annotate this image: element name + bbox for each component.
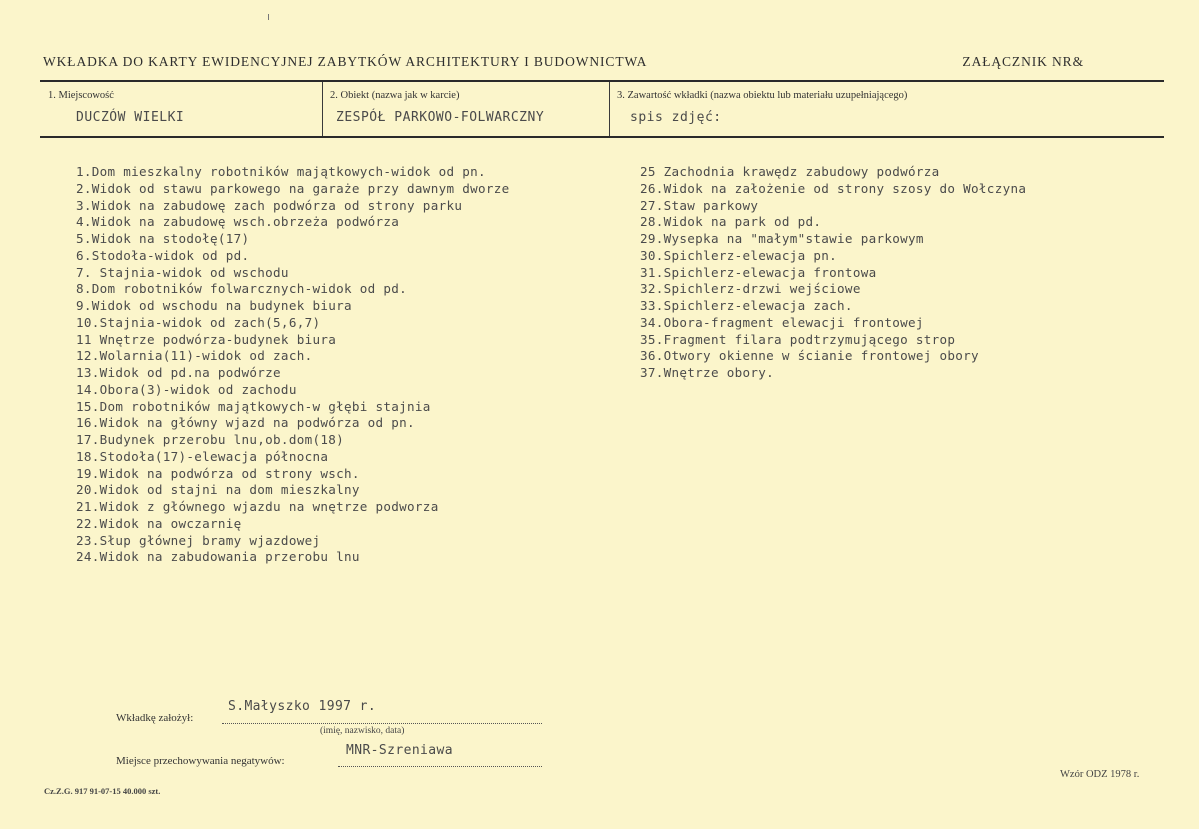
author-label: Wkładkę założył: xyxy=(116,712,194,724)
list-item: 26.Widok na założenie od strony szosy do Wołczyna xyxy=(640,180,1027,196)
list-item: 29.Wysepka na "małym"stawie parkowym xyxy=(640,231,924,246)
list-item: 14.Obora(3)-widok od zachodu xyxy=(76,381,297,397)
list-item: 27.Staw parkowy xyxy=(640,197,759,213)
header-rule-bottom xyxy=(40,136,1164,138)
list-item: 9.Widok od wschodu na budynek biura xyxy=(76,298,352,313)
field-contents-label: 3. Zawartość wkładki (nazwa obiektu lub materiału uzupełniającego) xyxy=(617,90,908,101)
author-value: S.Małyszko 1997 r. xyxy=(228,699,377,714)
list-item: 1.Dom mieszkalny robotników majątkowych-widok od pn. xyxy=(76,164,486,179)
list-item: 8.Dom robotników folwarcznych-widok od pd. xyxy=(76,281,408,297)
photo-list-right xyxy=(640,164,1026,382)
field-object-label: 2. Obiekt (nazwa jak w karcie) xyxy=(330,90,460,101)
photo-list-left xyxy=(76,164,510,566)
list-item: 4.Widok na zabudowę wsch.obrzeża podwórza xyxy=(76,214,400,230)
list-item: 11 Wnętrze podwórza-budynek biura xyxy=(76,331,337,347)
list-item: 5.Widok na stodołę(17) xyxy=(76,231,250,246)
list-item: 24.Widok na zabudowania przerobu lnu xyxy=(76,549,360,565)
list-item: 22.Widok na owczarnię xyxy=(76,515,242,531)
list-item: 17.Budynek przerobu lnu,ob.dom(18) xyxy=(76,432,344,447)
form-model: Wzór ODZ 1978 r. xyxy=(1060,769,1140,780)
list-item: 33.Spichlerz-elewacja zach. xyxy=(640,298,853,313)
author-dotted-line xyxy=(222,723,542,724)
list-item: 36.Otwory okienne w ścianie frontowej obory xyxy=(640,348,979,364)
print-info: Cz.Z.G. 917 91-07-15 40.000 szt. xyxy=(44,786,161,796)
list-item: 15.Dom robotników majątkowych-w głębi stajnia xyxy=(76,398,431,414)
list-item: 34.Obora-fragment elewacji frontowej xyxy=(640,314,924,330)
list-item: 18.Stodoła(17)-elewacja północna xyxy=(76,448,329,464)
list-item: 35.Fragment filara podtrzymującego strop xyxy=(640,331,956,347)
annex-number: ZAŁĄCZNIK NR& xyxy=(962,54,1084,69)
list-item: 23.Słup głównej bramy wjazdowej xyxy=(76,532,321,548)
list-item: 16.Widok na główny wjazd na podwórza od pn. xyxy=(76,415,415,431)
field-locality-label: 1. Miejscowość xyxy=(48,90,114,101)
list-item: 37.Wnętrze obory. xyxy=(640,365,774,380)
list-item: 12.Wolarnia(11)-widok od zach. xyxy=(76,348,313,364)
list-item: 13.Widok od pd.na podwórze xyxy=(76,365,281,380)
field-divider-1 xyxy=(322,82,323,136)
list-item: 10.Stajnia-widok od zach(5,6,7) xyxy=(76,314,321,330)
field-divider-2 xyxy=(609,82,610,136)
form-title: WKŁADKA DO KARTY EWIDENCYJNEJ ZABYTKÓW ARCHITEKTURY I BUDOWNICTWA xyxy=(43,54,648,69)
field-contents-value: spis zdjęć: xyxy=(630,110,722,125)
list-item: 21.Widok z głównego wjazdu na wnętrze podworza xyxy=(76,499,439,514)
field-locality-value: DUCZÓW WIELKI xyxy=(76,110,185,125)
field-object-value: ZESPÓŁ PARKOWO-FOLWARCZNY xyxy=(336,110,545,125)
storage-dotted-line xyxy=(338,766,542,767)
list-item: 2.Widok od stawu parkowego na garaże przy dawnym dworze xyxy=(76,180,510,196)
list-item: 7. Stajnia-widok od wschodu xyxy=(76,264,289,280)
header-rule-top xyxy=(40,80,1164,82)
author-hint: (imię, nazwisko, data) xyxy=(320,726,405,736)
list-item: 6.Stodoła-widok od pd. xyxy=(76,247,250,263)
storage-value: MNR-Szreniawa xyxy=(346,743,453,758)
list-item: 19.Widok na podwórza od strony wsch. xyxy=(76,465,360,481)
list-item: 30.Spichlerz-elewacja pn. xyxy=(640,247,838,263)
storage-label: Miejsce przechowywania negatywów: xyxy=(116,755,285,767)
list-item: 25 Zachodnia krawędz zabudowy podwórza xyxy=(640,164,940,179)
list-item: 3.Widok na zabudowę zach podwórza od strony parku xyxy=(76,197,463,213)
list-item: 32.Spichlerz-drzwi wejściowe xyxy=(640,281,861,297)
list-item: 31.Spichlerz-elewacja frontowa xyxy=(640,264,877,280)
punch-mark xyxy=(268,14,269,20)
list-item: 28.Widok na park od pd. xyxy=(640,214,822,230)
list-item: 20.Widok od stajni na dom mieszkalny xyxy=(76,482,360,498)
